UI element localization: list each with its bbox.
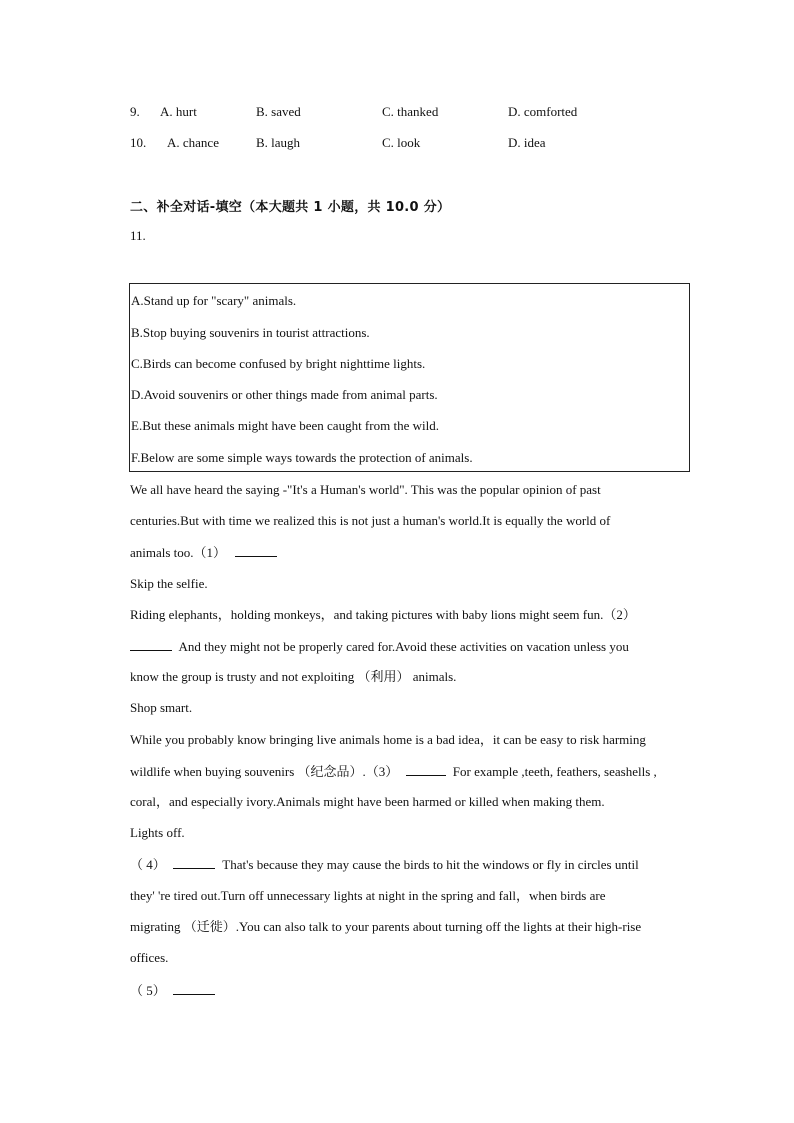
passage-line: migrating （迁徙）.You can also talk to your parents about turning off the lights at their high-rise	[130, 919, 642, 934]
passage-line	[130, 542, 277, 562]
box-option-a: A.Stand up for "scary" animals.	[131, 293, 297, 308]
box-option-d: D.Avoid souvenirs or other things made from animal parts.	[131, 387, 438, 402]
passage-line: know the group is trusty and not exploiting （利用） animals.	[130, 669, 457, 684]
box-option-e: E.But these animals might have been caught from the wild.	[131, 418, 439, 433]
passage-line	[130, 636, 629, 656]
box-option-f: F.Below are some simple ways towards the protection of animals.	[131, 450, 473, 465]
question-number: 10.	[130, 135, 147, 150]
question-number: 9.	[130, 104, 140, 119]
passage-line: coral，and especially ivory.Animals might have been harmed or killed when making them.	[130, 794, 605, 809]
passage-line	[130, 854, 639, 874]
passage-line: We all have heard the saying -"It's a Human's world". This was the popular opinion of past	[130, 482, 601, 497]
question-number: 11.	[130, 228, 146, 243]
option-c: C. look	[382, 135, 421, 150]
answer-blank-1[interactable]	[235, 542, 277, 557]
box-option-b: B.Stop buying souvenirs in tourist attractions.	[131, 325, 370, 340]
passage-line	[130, 761, 657, 781]
answer-blank-3[interactable]	[406, 761, 446, 776]
passage-text: （ 5）	[130, 983, 166, 998]
box-option-c: C.Birds can become confused by bright nighttime lights.	[131, 356, 426, 371]
passage-line: centuries.But with time we realized this is not just a human's world.It is equally the world of	[130, 513, 611, 528]
passage-line: While you probably know bringing live animals home is a bad idea，it can be easy to risk harming	[130, 732, 646, 747]
section-title: 二、补全对话-填空（本大题共 1 小题，共 10.0 分）	[130, 200, 451, 215]
options-box	[129, 283, 690, 472]
passage-text: And they might not be properly cared for.Avoid these activities on vacation unless you	[178, 639, 629, 654]
passage-line: they' 're tired out.Turn off unnecessary lights at night in the spring and fall，when birds are	[130, 888, 606, 903]
subheading: Skip the selfie.	[130, 576, 208, 591]
answer-blank-2[interactable]	[130, 636, 172, 651]
subheading: Lights off.	[130, 825, 185, 840]
option-d: D. idea	[508, 135, 546, 150]
option-a: A. chance	[167, 135, 219, 150]
passage-text: （ 4）	[130, 857, 166, 872]
option-d: D. comforted	[508, 104, 578, 119]
passage-line: Riding elephants，holding monkeys，and taking pictures with baby lions might seem fun.（2）	[130, 607, 636, 622]
passage-text: animals too.（1）	[130, 545, 227, 560]
passage-text: That's because they may cause the birds to hit the windows or fly in circles until	[222, 857, 639, 872]
answer-blank-5[interactable]	[173, 980, 215, 995]
passage-line	[130, 980, 215, 1000]
option-b: B. laugh	[256, 135, 301, 150]
passage-line: offices.	[130, 950, 169, 965]
option-b: B. saved	[256, 104, 301, 119]
passage-text: wildlife when buying souvenirs （纪念品）.（3）	[130, 764, 399, 779]
option-a: A. hurt	[160, 104, 197, 119]
answer-blank-4[interactable]	[173, 854, 215, 869]
subheading: Shop smart.	[130, 700, 193, 715]
passage-text: For example ,teeth, feathers, seashells ,	[452, 764, 657, 779]
option-c: C. thanked	[382, 104, 439, 119]
